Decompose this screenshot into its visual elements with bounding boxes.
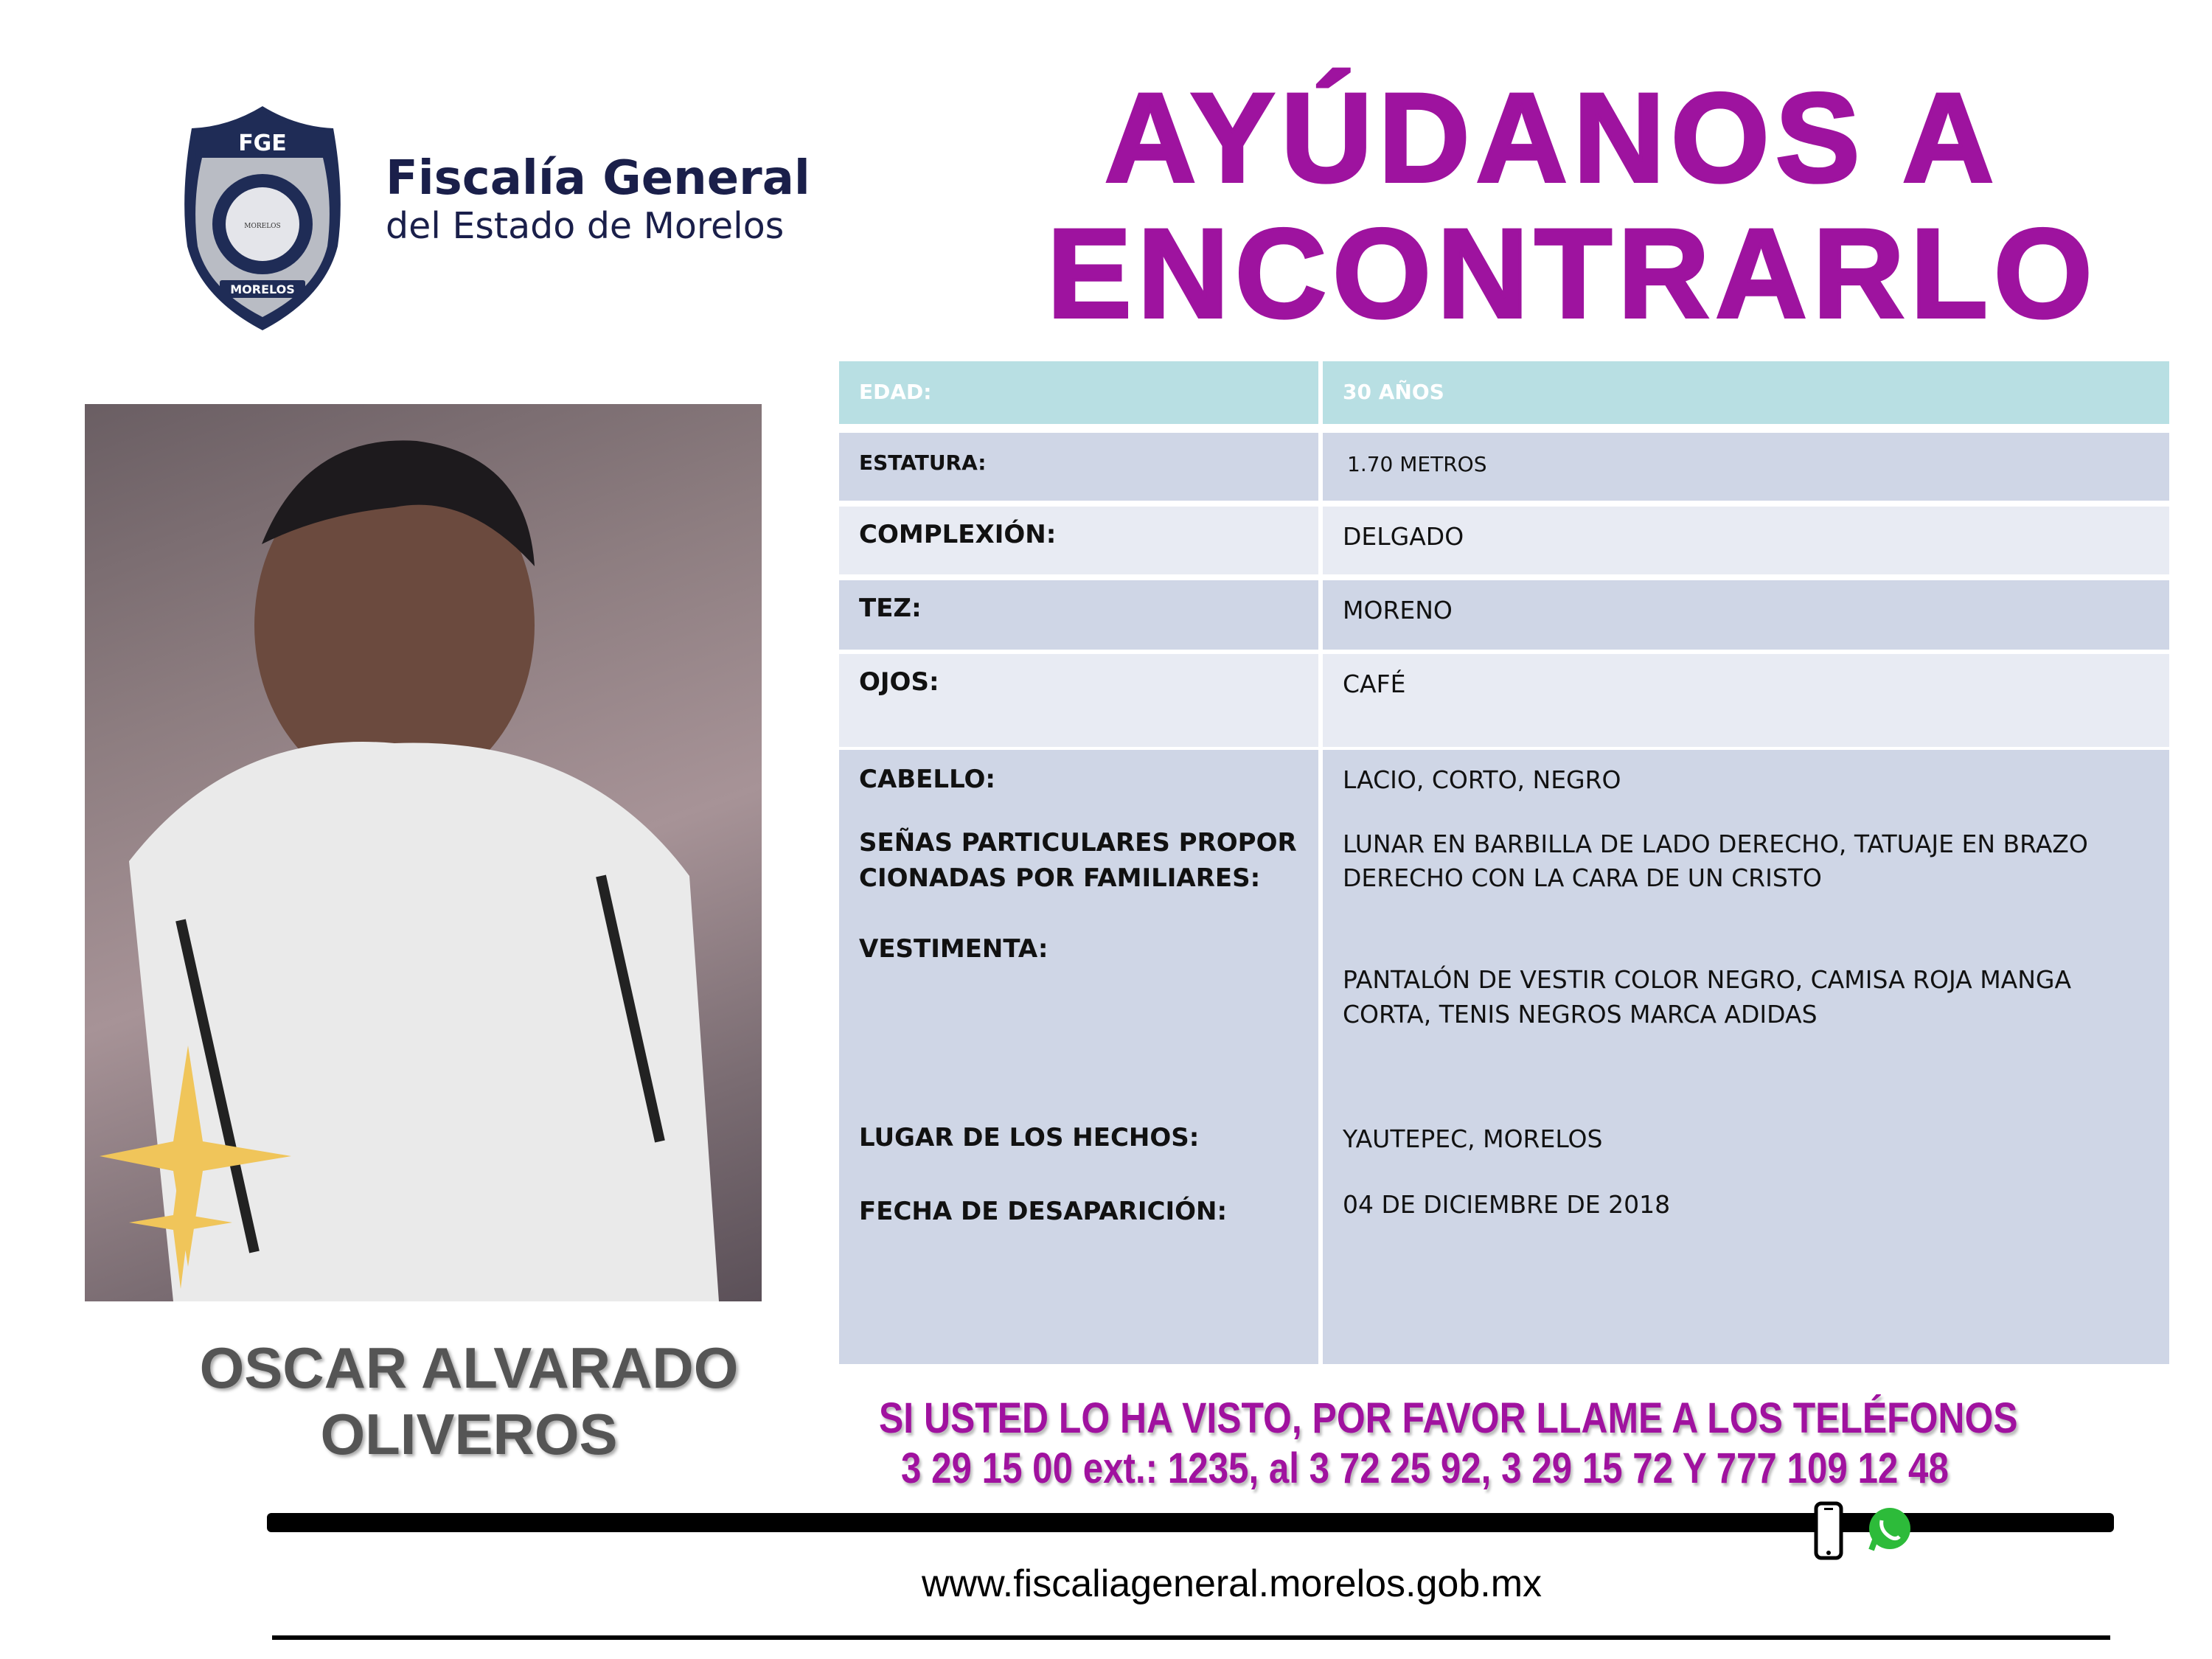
detail-row-edad — [839, 361, 2169, 424]
fge-logo-badge — [177, 106, 348, 330]
website-link[interactable]: www.fiscaliageneral.morelos.gob.mx — [922, 1562, 1543, 1605]
call-to-action-line1: SI USTED LO HA VISTO, POR FAVOR LLAME A LOS TELÉFONOS — [879, 1394, 2018, 1442]
ojos-label: OJOS: — [859, 667, 939, 697]
detail-row-estatura — [839, 433, 2169, 501]
detail-row-group — [839, 750, 2169, 1364]
whatsapp-icon — [1865, 1504, 1914, 1553]
lugar-label: LUGAR DE LOS HECHOS: — [859, 1123, 1200, 1152]
person-name-line1: OSCAR ALVARADO — [199, 1335, 739, 1400]
senas-label-line1: SEÑAS PARTICULARES PROPOR — [859, 828, 1297, 858]
missing-person-photo — [85, 404, 762, 1301]
svg-text:FGE: FGE — [238, 131, 287, 156]
senas-value-line1: LUNAR EN BARBILLA DE LADO DERECHO, TATUAJE EN BRAZO — [1343, 830, 2088, 858]
complexion-label: COMPLEXIÓN: — [859, 520, 1057, 549]
bottom-rule — [272, 1635, 2110, 1640]
tez-label: TEZ: — [859, 594, 922, 623]
vestimenta-value-line1: PANTALÓN DE VESTIR COLOR NEGRO, CAMISA ROJA MANGA — [1343, 965, 2072, 994]
complexion-value: DELGADO — [1343, 522, 1464, 551]
org-name-line1: Fiscalía General — [386, 151, 810, 206]
detail-row-ojos — [839, 654, 2169, 747]
vestimenta-value-line2: CORTA, TENIS NEGROS MARCA ADIDAS — [1343, 1000, 1818, 1029]
estatura-label: ESTATURA: — [859, 451, 987, 475]
person-name-line2: OLIVEROS — [320, 1402, 618, 1467]
cabello-value: LACIO, CORTO, NEGRO — [1343, 765, 1621, 794]
phone-numbers: 3 29 15 00 ext.: 1235, al 3 72 25 92, 3 29 15 72 Y 777 109 12 48 — [901, 1444, 1949, 1492]
tez-value: MORENO — [1343, 596, 1453, 625]
lugar-value: YAUTEPEC, MORELOS — [1343, 1124, 1603, 1153]
cabello-label: CABELLO: — [859, 765, 996, 794]
svg-text:MORELOS: MORELOS — [244, 223, 281, 230]
estatura-value: 1.70 METROS — [1347, 452, 1487, 476]
svg-text:MORELOS: MORELOS — [230, 282, 295, 296]
senas-label-line2: CIONADAS POR FAMILIARES: — [859, 863, 1261, 893]
vestimenta-label: VESTIMENTA: — [859, 934, 1048, 964]
detail-row-complexion — [839, 507, 2169, 574]
senas-value-line2: DERECHO CON LA CARA DE UN CRISTO — [1343, 863, 1822, 892]
ojos-value: CAFÉ — [1343, 669, 1406, 698]
fecha-label: FECHA DE DESAPARICIÓN: — [859, 1197, 1228, 1226]
edad-label: EDAD: — [859, 380, 932, 404]
edad-value: 30 AÑOS — [1343, 380, 1444, 404]
fecha-value: 04 DE DICIEMBRE DE 2018 — [1343, 1190, 1671, 1219]
poster-title-line2: ENCONTRARLO — [1047, 203, 2098, 344]
org-name-line2: del Estado de Morelos — [386, 205, 785, 247]
detail-row-tez — [839, 580, 2169, 650]
mobile-phone-icon — [1814, 1501, 1843, 1560]
poster-title-line1: AYÚDANOS A — [1105, 67, 2000, 209]
